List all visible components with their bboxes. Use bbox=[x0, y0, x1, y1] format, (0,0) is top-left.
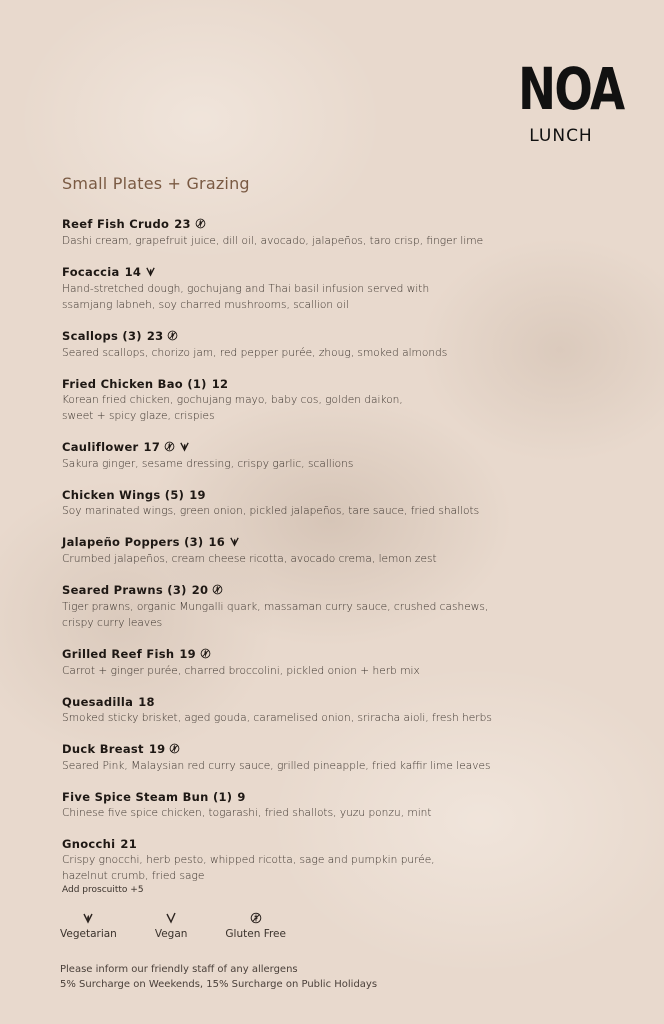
menu-item-description: Korean fried chicken, gochujang mayo, baby cos, golden daikon, sweet + spicy glaze, crispies bbox=[62, 394, 403, 422]
vegetarian-icon bbox=[82, 912, 94, 924]
gluten-free-icon bbox=[250, 912, 262, 924]
legend-label: Vegan bbox=[154, 928, 188, 940]
gluten-free-icon bbox=[195, 217, 206, 233]
menu-item bbox=[62, 694, 622, 726]
menu-item-header bbox=[62, 694, 622, 710]
menu-item-description: Tiger prawns, organic Mungalli quark, massaman curry sauce, crushed cashews, crispy curry leaves bbox=[62, 601, 489, 629]
menu-item bbox=[62, 487, 622, 519]
vegan-icon bbox=[165, 912, 177, 924]
dietary-legend bbox=[60, 912, 324, 940]
menu-item-name: Chicken Wings (5) bbox=[62, 488, 185, 502]
menu-item bbox=[62, 376, 622, 424]
menu-item-description: Sakura ginger, sesame dressing, crispy garlic, scallions bbox=[62, 458, 354, 470]
menu-item-description: Carrot + ginger purée, charred broccolini, pickled onion + herb mix bbox=[62, 665, 420, 677]
legend-vegetarian bbox=[60, 912, 117, 940]
menu-item-header bbox=[62, 376, 622, 392]
menu-item-description: Dashi cream, grapefruit juice, dill oil, avocado, jalapeños, taro crisp, finger lime bbox=[62, 235, 484, 247]
menu-item-name: Five Spice Steam Bun (1) bbox=[62, 790, 233, 804]
menu-item-price: 19 bbox=[148, 742, 166, 756]
menu-item bbox=[62, 789, 622, 821]
gluten-free-icon bbox=[164, 440, 175, 456]
menu-item bbox=[62, 264, 622, 313]
menu-item-name: Scallops (3) bbox=[62, 329, 142, 343]
logo-subtitle: LUNCH bbox=[529, 126, 593, 146]
menu-item-price: 19 bbox=[179, 647, 196, 661]
menu-item-price: 14 bbox=[124, 265, 142, 279]
menu-item-name: Grilled Reef Fish bbox=[62, 647, 175, 661]
gluten-free-icon bbox=[169, 742, 180, 758]
menu-item-price: 21 bbox=[120, 837, 137, 851]
menu-item-header bbox=[62, 216, 622, 233]
menu-item-price: 20 bbox=[191, 583, 209, 597]
menu-item-name: Focaccia bbox=[62, 265, 120, 279]
menu-item-description: Seared Pink, Malaysian red curry sauce, grilled pineapple, fried kaffir lime leaves bbox=[62, 760, 491, 772]
legend-label: Gluten Free bbox=[225, 928, 286, 940]
restaurant-logo bbox=[506, 55, 624, 146]
menu-item-price: 23 bbox=[146, 329, 164, 343]
menu-list bbox=[62, 216, 622, 911]
gluten-free-icon bbox=[167, 329, 178, 345]
menu-item bbox=[62, 534, 622, 567]
menu-item-price: 17 bbox=[143, 440, 161, 454]
menu-item bbox=[62, 741, 622, 774]
menu-item bbox=[62, 836, 622, 896]
menu-item-header bbox=[62, 789, 622, 805]
menu-item bbox=[62, 216, 622, 249]
legend-gluten-free bbox=[225, 912, 286, 940]
vegetarian-icon bbox=[179, 440, 190, 456]
menu-item-description: Chinese five spice chicken, togarashi, fried shallots, yuzu ponzu, mint bbox=[62, 807, 432, 819]
menu-item-header bbox=[62, 264, 622, 281]
menu-item-header bbox=[62, 534, 622, 551]
menu-item-name: Fried Chicken Bao (1) bbox=[62, 377, 207, 391]
legend-vegan bbox=[155, 912, 188, 940]
vegetarian-icon bbox=[229, 535, 240, 551]
menu-item bbox=[62, 439, 622, 472]
menu-item-header bbox=[62, 836, 622, 852]
allergen-note: Please inform our friendly staff of any allergens bbox=[60, 964, 298, 975]
menu-item-price: 12 bbox=[211, 377, 229, 391]
menu-item-description: Soy marinated wings, green onion, pickled jalapeños, tare sauce, fried shallots bbox=[62, 505, 480, 517]
menu-item-name: Gnocchi bbox=[62, 837, 116, 851]
menu-item-header bbox=[62, 741, 622, 758]
menu-item-addon: Add proscuitto +5 bbox=[62, 885, 144, 895]
menu-item-name: Quesadilla bbox=[62, 695, 134, 709]
logo-name: NOA bbox=[518, 55, 624, 123]
menu-item bbox=[62, 646, 622, 679]
menu-item-price: 16 bbox=[208, 535, 226, 549]
gluten-free-icon bbox=[212, 583, 223, 599]
section-title: Small Plates + Grazing bbox=[62, 174, 250, 193]
menu-item bbox=[62, 582, 622, 631]
surcharge-note: 5% Surcharge on Weekends, 15% Surcharge on Public Holidays bbox=[60, 979, 378, 990]
menu-item-header bbox=[62, 582, 622, 599]
menu-item-header bbox=[62, 328, 622, 345]
menu-item-name: Jalapeño Poppers (3) bbox=[62, 535, 204, 549]
menu-item-price: 23 bbox=[174, 217, 191, 231]
menu-item-price: 19 bbox=[189, 488, 206, 502]
menu-item-header bbox=[62, 439, 622, 456]
menu-item-price: 18 bbox=[138, 695, 155, 709]
gluten-free-icon bbox=[200, 647, 211, 663]
menu-item-name: Reef Fish Crudo bbox=[62, 217, 170, 231]
menu-item-name: Duck Breast bbox=[62, 742, 144, 756]
footer-notes bbox=[60, 962, 377, 992]
menu-item-description: Smoked sticky brisket, aged gouda, caramelised onion, sriracha aioli, fresh herbs bbox=[62, 712, 492, 724]
menu-item-name: Seared Prawns (3) bbox=[62, 583, 187, 597]
menu-item-name: Cauliflower bbox=[62, 440, 139, 454]
menu-item-header bbox=[62, 487, 622, 503]
menu-item-description: Hand-stretched dough, gochujang and Thai basil infusion served with ssamjang labneh, soy charred mushrooms, scallion oil bbox=[62, 283, 430, 311]
menu-item-description: Crispy gnocchi, herb pesto, whipped ricotta, sage and pumpkin purée, hazelnut crumb, fried sage bbox=[62, 854, 435, 882]
menu-item-description: Seared scallops, chorizo jam, red pepper purée, zhoug, smoked almonds bbox=[62, 347, 448, 359]
menu-item-description: Crumbed jalapeños, cream cheese ricotta, avocado crema, lemon zest bbox=[62, 553, 437, 565]
vegetarian-icon bbox=[145, 265, 156, 281]
menu-item bbox=[62, 328, 622, 361]
menu-item-price: 9 bbox=[237, 790, 246, 804]
menu-item-header bbox=[62, 646, 622, 663]
legend-label: Vegetarian bbox=[60, 928, 117, 940]
